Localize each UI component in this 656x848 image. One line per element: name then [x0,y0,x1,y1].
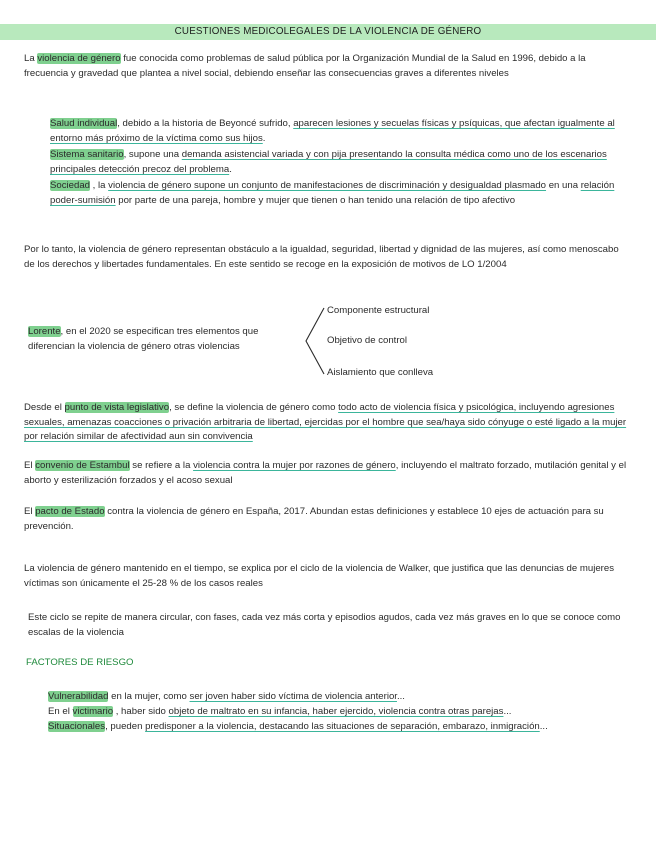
factor-vulnerabilidad [48,690,638,705]
highlight-violencia-de-genero: violencia de género [37,53,121,64]
underline-sistema: demanda asistencial variada y con pija presentando la consulta médica como uno de los escenarios principales detección precoz del problema [50,149,607,175]
highlight-convenio-de-estambul: convenio de Estambul [35,460,130,471]
level-sistema-text: , supone una [123,149,182,160]
highlight-vulnerabilidad: Vulnerabilidad [48,691,109,702]
intro-text-2: fue conocida como problemas de salud pública por la Organización Mundial de la Salud en 1996, debido a la frecuencia y gravedad que plantea a nivel social, debiendo enseñar las consecuencias graves a diferentes niveles [24,53,586,79]
level-sociedad-text-2: en una [546,180,581,191]
legislativo-paragraph [24,401,634,445]
lorente-text: , en el 2020 se especifican tres elementos que diferencian la violencia de género otras violencias [28,326,259,352]
pacto-text-1: El [24,506,36,517]
level-sistema-sanitario [50,148,634,177]
paragraph-por-lo-tanto: Por lo tanto, la violencia de género representan obstáculo a la igualdad, seguridad, libertad y dignidad de las mujeres, así como menoscabo de los derechos y libertades fundamentales. En este sentido se recoge en la exposición de motivos de LO 1/2004 [24,244,619,270]
underline-sociedad-2: relación poder-sumisión [50,180,615,206]
underline-legislativo: todo acto de violencia física y psicológica, incluyendo agresiones sexuales, amenazas coacciones o privación arbitraria de libertad, ejercidas por el hombre que sea/haya sido cónyuge o esté ligado a la mujer por relación similar de afectividad aun sin convivencia [24,402,627,443]
pacto-text-2: contra la violencia de género en España, 2017. Abundan estas definiciones y establece 10 ejes de actuación para su prevención. [24,506,604,532]
highlight-sistema-sanitario: Sistema sanitario [50,149,124,160]
highlight-punto-de-vista-legislativo: punto de vista legislativo [64,402,170,413]
level-salud-individual [50,117,634,146]
estambul-text-1: El [24,460,36,471]
lorente-item-componente: Componente estructural [327,305,430,316]
document-title: CUESTIONES MEDICOLEGALES DE LA VIOLENCIA DE GÉNERO [0,24,656,40]
highlight-salud-individual: Salud individual [50,118,118,129]
factor-victimario-end: ... [503,706,512,717]
underline-vulnerabilidad: ser joven haber sido víctima de violencia anterior [189,691,397,702]
underline-situacionales: predisponer a la violencia, destacando las situaciones de separación, embarazo, inmigración [145,721,540,732]
estambul-text-3: , incluyendo el maltrato forzado, mutilación genital y el aborto y esterilización forzados y el acoso sexual [24,460,627,486]
highlight-situacionales: Situacionales [48,721,106,732]
level-sociedad-text-3: por parte de una pareja, hombre y mujer que tienen o han tenido una relación de tipo afectivo [115,194,516,206]
legislativo-text-2: , se define la violencia de género como [169,402,339,413]
lorente-paragraph [28,325,300,354]
lorente-item-objetivo: Objetivo de control [327,335,407,346]
ciclo-paragraph: Este ciclo se repite de manera circular, con fases, cada vez más corta y episodios agudos, cada vez más graves en lo que se conoce como escalas de la violencia [28,612,621,638]
underline-victimario: objeto de maltrato en su infancia, haber ejercido, violencia contra otras parejas [168,706,504,717]
level-sociedad-text-1: , la [90,180,109,191]
legislativo-text-1: Desde el [24,402,65,413]
factor-victimario-text-1: En el [48,706,73,717]
factor-vuln-text: en la mujer, como [108,691,190,702]
highlight-lorente: Lorente [28,326,61,337]
estambul-text-2: se refiere a la [129,460,194,471]
highlight-pacto-de-estado: pacto de Estado [35,506,105,517]
factor-situ-end: ... [539,721,548,732]
underline-sociedad-1: violencia de género supone un conjunto de manifestaciones de discriminación y desigualdad plasmado [108,180,547,191]
intro-text-1: La [24,53,38,64]
level-sociedad [50,179,634,208]
factor-victimario [48,705,638,720]
highlight-victimario: victimario [72,706,114,717]
underline-salud: aparecen lesiones y secuelas físicas y psíquicas, que afectan igualmente al entorno más próximo de la víctima como sus hijos [50,118,615,144]
pacto-paragraph [24,505,634,534]
level-salud-text: , debido a la historia de Beyoncé sufrido, [117,118,294,129]
factores-heading: FACTORES DE RIESGO [26,657,134,668]
level-salud-end: . [262,132,266,144]
factor-vuln-end: ... [396,691,405,702]
factor-situacionales [48,720,638,735]
intro-paragraph [24,52,630,81]
factor-situ-text: , pueden [105,721,146,732]
underline-estambul: violencia contra la mujer por razones de género [193,460,396,471]
estambul-paragraph [24,459,634,488]
brace-icon [300,305,328,377]
walker-paragraph: La violencia de género mantenido en el tiempo, se explica por el ciclo de la violencia de Walker, que justifica que las denuncias de mujeres víctimas son únicamente el 25-28 % de los casos reales [24,563,615,589]
level-sistema-end: . [229,163,232,175]
factor-victimario-text-2: , haber sido [113,706,169,717]
highlight-sociedad: Sociedad [50,180,91,191]
lorente-item-aislamiento: Aislamiento que conlleva [327,367,434,378]
